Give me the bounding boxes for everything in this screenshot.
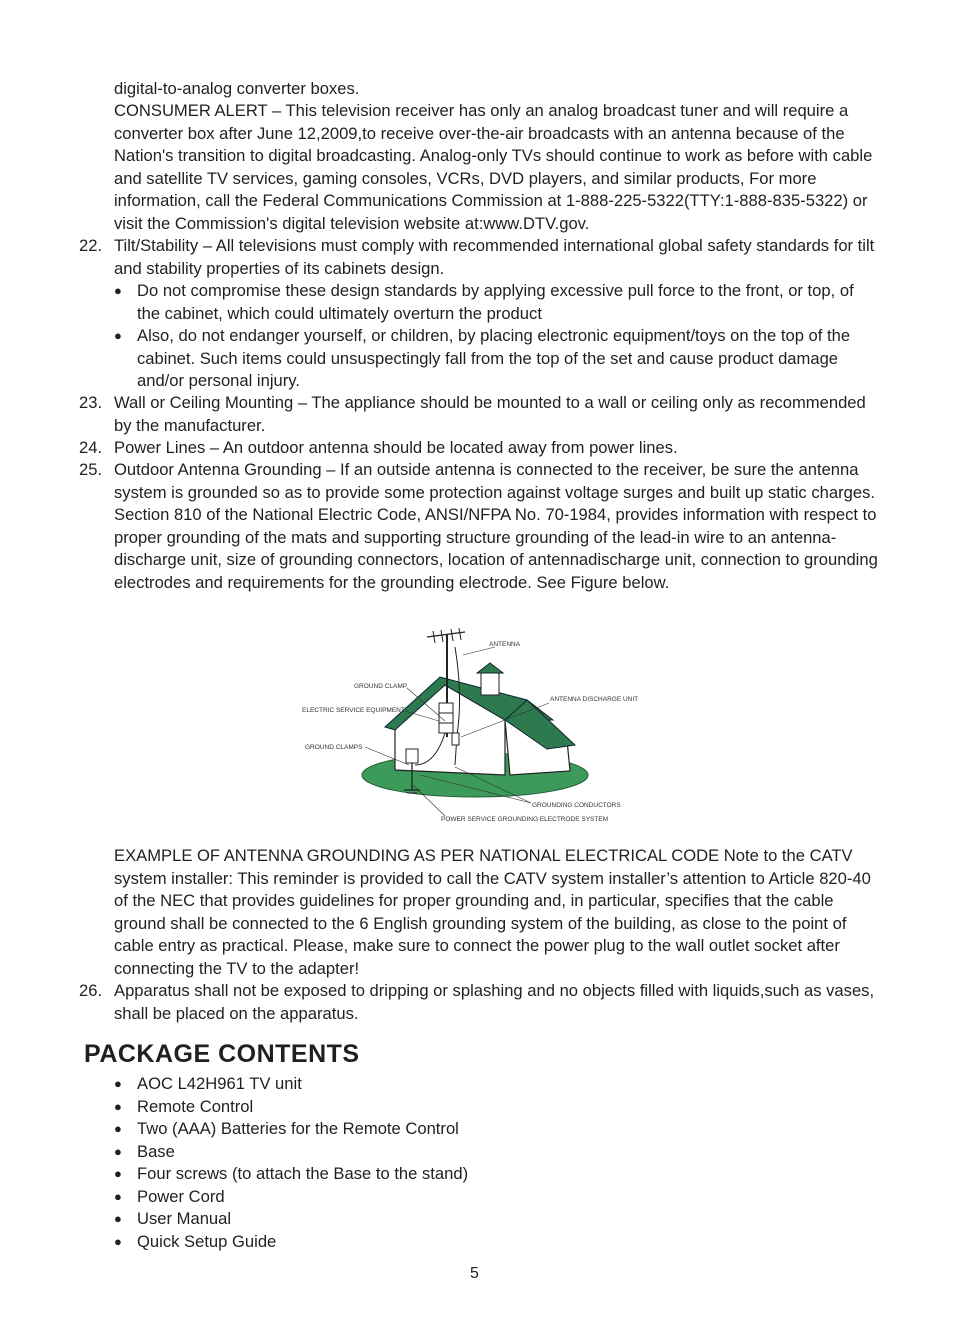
bullet-icon: ● <box>114 1189 122 1204</box>
item-text: Power Lines – An outdoor antenna should be located away from power lines. <box>114 438 678 457</box>
label-ground-clamps: GROUND CLAMPS <box>305 744 363 751</box>
package-item <box>114 1208 714 1231</box>
example-paragraph: EXAMPLE OF ANTENNA GROUNDING AS PER NATIONAL ELECTRICAL CODE Note to the CATV system installer: This reminder is provided to call the CATV system installer’s attention to Article 820-40 of the NEC that provides guidelines for proper grounding and, in particular, specifies that the cable ground shall be connected to the 6 English grounding system of the building, as close to the point of cable entry as practical. Please, make sure to connect the power plug to the wall outlet socket after connecting the TV to the adapter! <box>114 846 871 978</box>
package-item-text: Two (AAA) Batteries for the Remote Control <box>137 1119 459 1138</box>
item-number: 25. <box>79 460 103 479</box>
package-item <box>114 1186 714 1209</box>
bullet-text: Do not compromise these design standards by applying excessive pull force to the front, or top, of the cabinet, which could ultimately overturn the product <box>137 281 854 323</box>
bullet-icon: ● <box>114 1076 122 1091</box>
package-item-text: Base <box>137 1142 175 1161</box>
package-item-text: Four screws (to attach the Base to the stand) <box>137 1164 469 1183</box>
bullet-icon: ● <box>114 1211 122 1226</box>
package-item-text: User Manual <box>137 1209 232 1228</box>
antenna-element <box>459 628 461 640</box>
label-power-service: POWER SERVICE GROUNDING ELECTRODE SYSTEM <box>441 816 609 823</box>
package-item <box>114 1073 714 1096</box>
label-ground-clamp: GROUND CLAMP <box>354 683 408 690</box>
label-antenna-discharge-unit: ANTENNA DISCHARGE UNIT <box>550 696 639 703</box>
package-item <box>114 1141 714 1164</box>
chimney-cap <box>477 663 503 673</box>
item-number: 22. <box>79 236 103 255</box>
bullet-icon: ● <box>114 1144 122 1159</box>
list-item-22 <box>79 235 879 280</box>
bullet-item <box>114 325 879 393</box>
antenna-element <box>451 629 453 641</box>
consumer-alert-paragraph: CONSUMER ALERT – This television receiver has only an analog broadcast tuner and will require a converter box after June 12,2009,to receive over-the-air broadcasts with an antenna because of the Nation's transition to digital broadcasting. Analog-only TVs should continue to work as before with cable and satellite TV services, gaming consoles, VCRs, DVD players, and similar products, For more information, call the Federal Communications Commission at 1-888-225-5322(TTY:1-888-835-5322) or visit the Commission's digital television website at:www.DTV.gov. <box>114 101 873 233</box>
list-item-23 <box>79 392 879 437</box>
package-item-text: Quick Setup Guide <box>137 1232 277 1251</box>
package-item-text: AOC L42H961 TV unit <box>137 1074 302 1093</box>
label-electric-service-equipment: ELECTRIC SERVICE EQUIPMENT <box>302 707 405 714</box>
bullet-icon: ● <box>114 1234 122 1249</box>
package-item <box>114 1096 714 1119</box>
bullet-icon: ● <box>114 283 122 298</box>
bullet-text: Also, do not endanger yourself, or children, by placing electronic equipment/toys on the top of the cabinet. Such items could unsuspectingly fall from the top of the set and cause product damage and/or personal injury. <box>137 326 851 390</box>
bullet-item <box>114 280 879 325</box>
bullet-icon: ● <box>114 1166 122 1181</box>
item-number: 23. <box>79 393 103 412</box>
item-text: Outdoor Antenna Grounding – If an outside antenna is connected to the receiver, be sure the antenna system is grounded so as to provide some protection against voltage surges and built up static charges. Section 810 of the National Electric Code, ANSI/NFPA No. 70-1984, provides information with respect to proper grounding of the mats and supporting structure grounding of the lead-in wire to an antenna-discharge unit, size of grounding connectors, location of antennadischarge unit, connection to grounding electrodes and requirements for the grounding electrode. See Figure below. <box>114 460 878 592</box>
item-number: 24. <box>79 438 103 457</box>
antenna-element <box>441 630 443 642</box>
package-item <box>114 1118 714 1141</box>
discharge-unit <box>452 733 459 745</box>
package-contents-heading: PACKAGE CONTENTS <box>84 1040 360 1068</box>
item-text: Wall or Ceiling Mounting – The appliance should be mounted to a wall or ceiling only as recommended by the manufacturer. <box>114 393 866 435</box>
meter-box <box>406 749 418 763</box>
label-antenna: ANTENNA <box>489 641 521 648</box>
package-item-text: Power Cord <box>137 1187 225 1206</box>
package-item <box>114 1231 714 1254</box>
item-number: 26. <box>79 981 103 1000</box>
bullet-icon: ● <box>114 1121 122 1136</box>
antenna-element <box>433 631 435 643</box>
antenna-grounding-figure <box>295 625 645 830</box>
list-item-24 <box>79 437 879 460</box>
chimney <box>481 673 499 695</box>
item-text: Apparatus shall not be exposed to dripping or splashing and no objects filled with liquids,such as vases, shall be placed on the apparatus. <box>114 981 875 1023</box>
package-item-text: Remote Control <box>137 1097 254 1116</box>
label-grounding-conductors: GROUNDING CONDUCTORS <box>532 802 621 809</box>
list-item-25 <box>79 459 879 594</box>
intro-line: digital-to-analog converter boxes. <box>114 79 360 98</box>
item-text: Tilt/Stability – All televisions must comply with recommended international global safety standards for tilt and stability properties of its cabinets design. <box>114 236 875 278</box>
list-item-26 <box>79 980 879 1025</box>
package-item <box>114 1163 714 1186</box>
page-number: 5 <box>470 1265 479 1282</box>
bullet-icon: ● <box>114 1099 122 1114</box>
bullet-icon: ● <box>114 328 122 343</box>
